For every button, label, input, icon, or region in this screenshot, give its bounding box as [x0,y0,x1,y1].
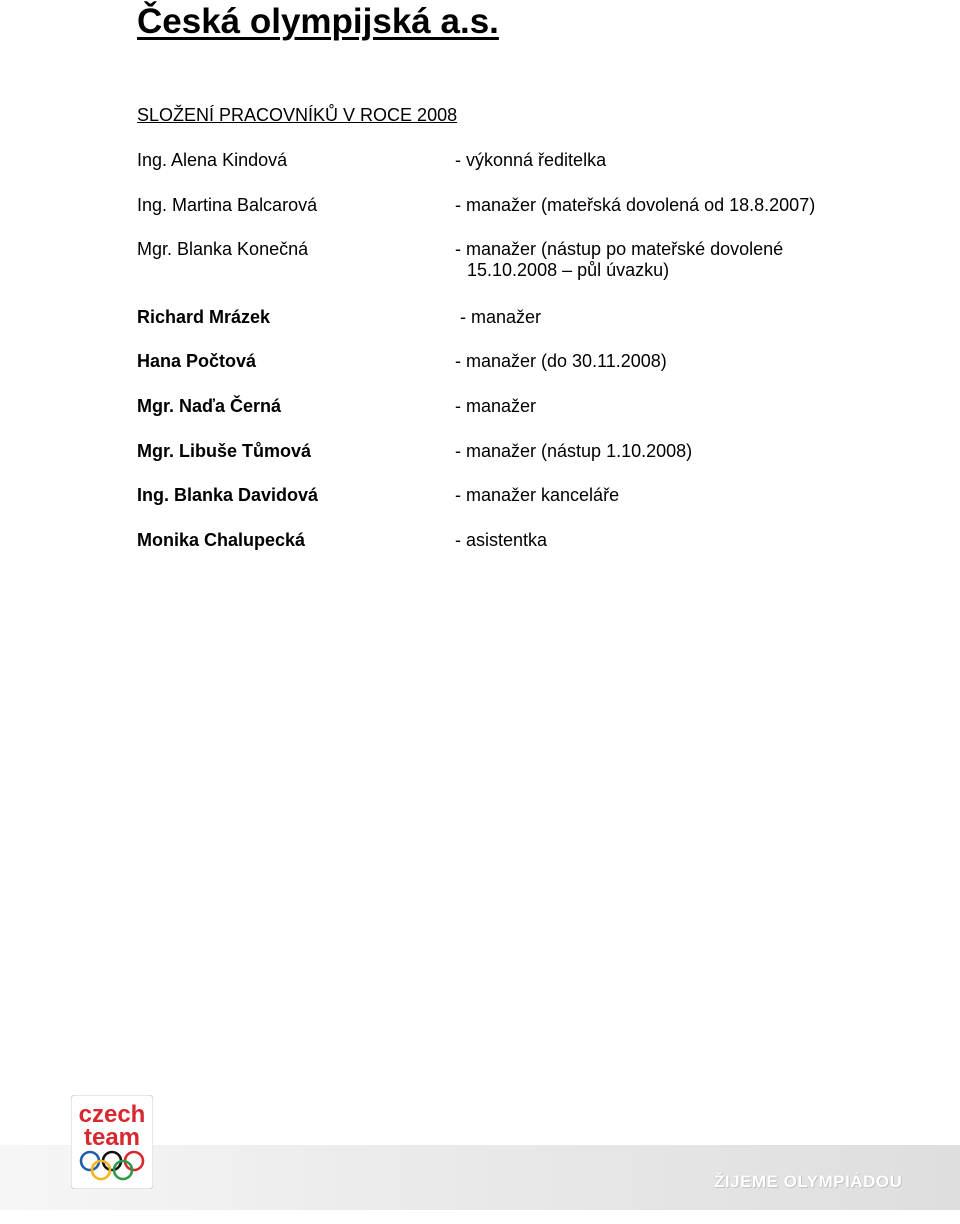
staff-row [137,530,917,554]
staff-name: Mgr. Libuše Tůmová [137,441,312,461]
staff-role: - manažer (do 30.11.2008) [455,351,667,371]
logo-text-czech: czech [78,1101,146,1128]
staff-row [137,441,917,465]
czech-team-logo [71,1095,153,1189]
staff-role: - manažer [455,307,542,327]
section-heading: SLOŽENÍ PRACOVNÍKŮ V ROCE 2008 [137,105,458,125]
staff-role: - manažer [455,396,537,416]
footer-slogan: ŽIJEME OLYMPIÁDOU [714,1172,903,1191]
staff-name: Ing. Alena Kindová [137,150,288,170]
staff-name: Richard Mrázek [137,307,271,327]
staff-name: Monika Chalupecká [137,530,306,550]
logo-text-team: team [83,1124,141,1151]
staff-name: Ing. Blanka Davidová [137,485,319,505]
staff-role: - asistentka [455,530,548,550]
staff-role: - výkonná ředitelka [455,150,607,170]
staff-row [137,485,917,509]
staff-name: Hana Počtová [137,351,257,371]
staff-role: - manažer (nástup 1.10.2008) [455,441,693,461]
staff-name: Mgr. Blanka Konečná [137,239,309,259]
staff-row [137,307,917,331]
staff-role-continuation: 15.10.2008 – půl úvazku) [467,260,670,280]
staff-row [137,195,917,219]
staff-row [137,239,917,280]
staff-name: Mgr. Naďa Černá [137,396,281,416]
staff-role-line: - manažer (nástup po mateřské dovolené [455,239,784,259]
staff-row [137,396,917,420]
page-title: Česká olympijská a.s. [137,2,499,41]
staff-row [137,150,917,174]
staff-name: Ing. Martina Balcarová [137,195,318,215]
staff-role: - manažer kanceláře [455,485,620,505]
staff-row [137,351,917,375]
staff-role: - manažer (mateřská dovolená od 18.8.2007) [455,195,816,215]
staff-role [455,239,875,281]
